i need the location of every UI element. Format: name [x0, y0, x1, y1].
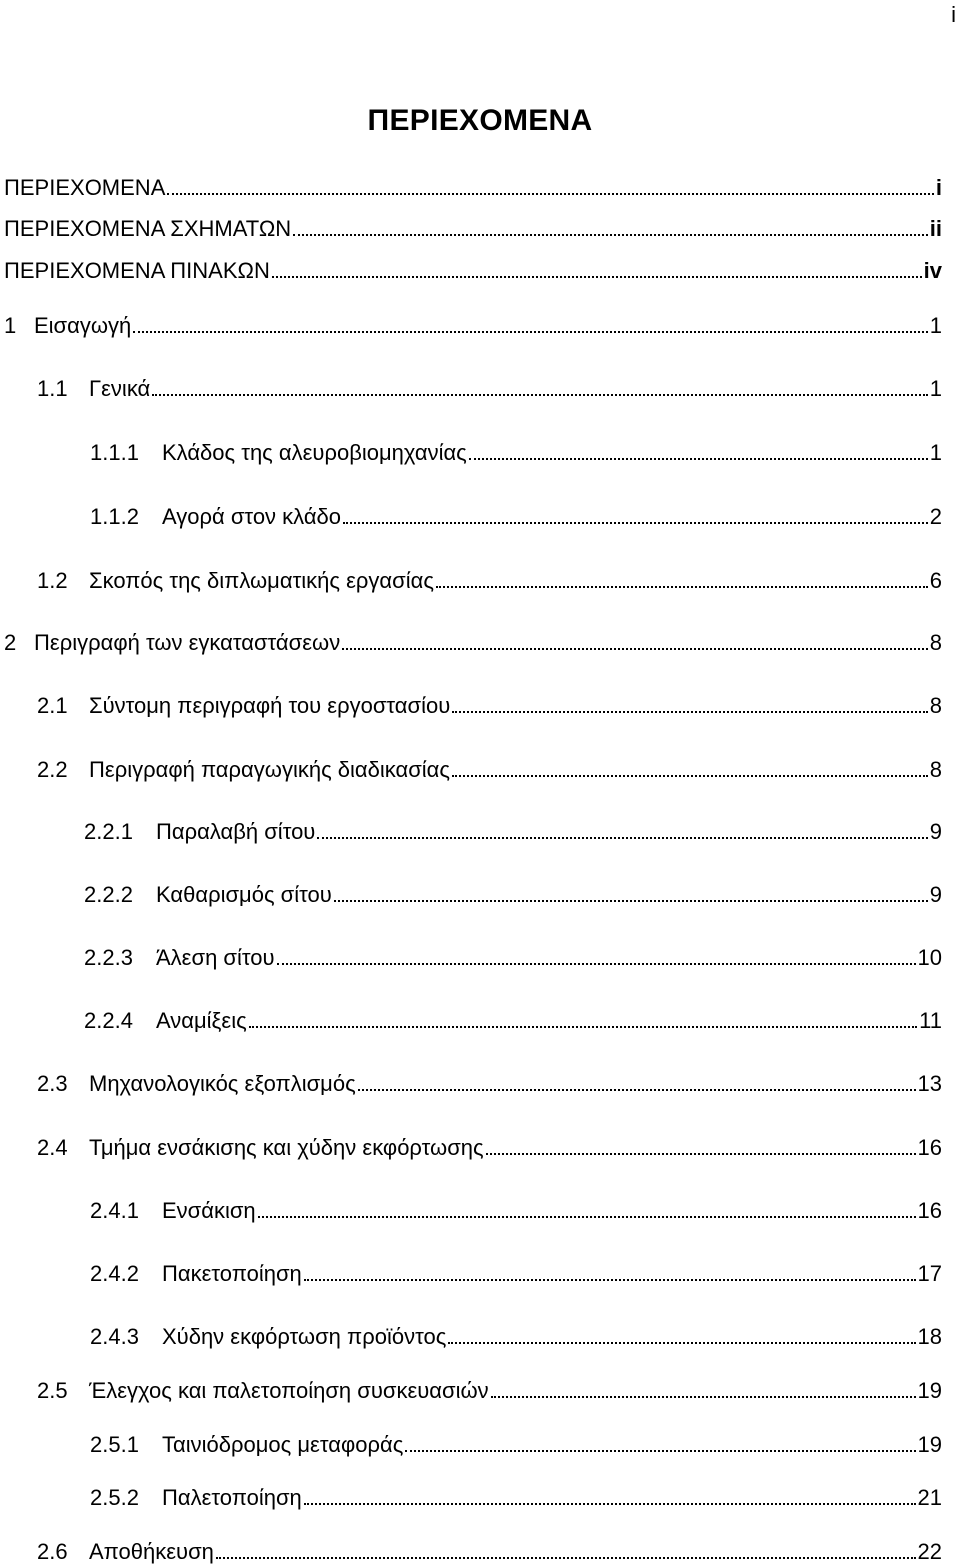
toc-entry-number: 2.4.2 — [90, 1261, 139, 1286]
toc-entry-title: ΠΕΡΙΕΧΟΜΕΝΑ ΣΧΗΜΑΤΩΝ — [4, 216, 292, 241]
toc-entry[interactable] — [84, 816, 942, 846]
toc-entry[interactable] — [37, 690, 942, 720]
toc-leader — [258, 1216, 916, 1218]
toc-entry[interactable] — [4, 310, 942, 340]
toc-entry-page: 19 — [917, 1432, 942, 1457]
toc-entry-page: 17 — [917, 1261, 942, 1286]
toc-entry[interactable] — [90, 1321, 942, 1351]
toc-entry-title: Χύδην εκφόρτωση προϊόντος — [162, 1324, 447, 1349]
toc-entry-number: 2 — [4, 630, 17, 655]
toc-entry[interactable] — [90, 1482, 942, 1512]
toc-entry[interactable] — [37, 1132, 942, 1162]
toc-entry-page: 8 — [929, 630, 942, 655]
toc-leader — [448, 1342, 915, 1344]
toc-leader — [343, 522, 928, 524]
toc-entry-title: Ταινιόδρομος μεταφοράς — [162, 1432, 404, 1457]
toc-entry[interactable] — [90, 501, 942, 531]
toc-entry-title: Περιγραφή παραγωγικής διαδικασίας — [89, 757, 451, 782]
toc-entry-page: 9 — [929, 882, 942, 907]
toc-entry-title: Αναμίξεις — [156, 1008, 247, 1033]
toc-entry-number: 2.4.1 — [90, 1198, 139, 1223]
toc-entry-page: iv — [923, 258, 942, 283]
toc-entry[interactable] — [37, 1536, 942, 1566]
toc-entry-title: Ενσάκιση — [162, 1198, 256, 1223]
toc-entry[interactable] — [84, 942, 942, 972]
toc-leader — [277, 963, 916, 965]
toc-leader — [486, 1153, 916, 1155]
toc-entry-page: 8 — [929, 757, 942, 782]
toc-entry-page: 9 — [929, 819, 942, 844]
toc-entry[interactable] — [84, 1005, 942, 1035]
toc-entry-page: 1 — [929, 376, 942, 401]
toc-entry-page: 10 — [917, 945, 942, 970]
toc-entry-page: 11 — [919, 1008, 942, 1033]
toc-entry-page: 18 — [917, 1324, 942, 1349]
toc-entry-number: 2.6 — [37, 1539, 68, 1564]
toc-leader — [334, 900, 928, 902]
toc-leader — [216, 1557, 916, 1559]
toc-entry[interactable] — [4, 172, 942, 202]
toc-entry-number: 2.2.4 — [84, 1008, 133, 1033]
toc-leader — [317, 837, 927, 839]
toc-entry[interactable] — [37, 1068, 942, 1098]
toc-entry-title: Τμήμα ενσάκισης και χύδην εκφόρτωσης — [89, 1135, 484, 1160]
toc-entry-title: ΠΕΡΙΕΧΟΜΕΝΑ ΠΙΝΑΚΩΝ — [4, 258, 270, 283]
toc-entry-number: 2.1 — [37, 693, 68, 718]
toc-leader — [469, 458, 928, 460]
toc-leader — [491, 1396, 916, 1398]
toc-entry-title: Εισαγωγή — [34, 313, 132, 338]
toc-leader — [358, 1089, 916, 1091]
toc-leader — [304, 1279, 916, 1281]
toc-leader — [272, 276, 922, 278]
toc-leader — [167, 193, 934, 195]
toc-entry-number: 2.4 — [37, 1135, 68, 1160]
toc-entry-number: 1.1 — [37, 376, 68, 401]
toc-leader — [452, 775, 928, 777]
toc-entry[interactable] — [4, 255, 942, 285]
toc-leader — [249, 1026, 917, 1028]
toc-entry[interactable] — [90, 437, 942, 467]
toc-entry[interactable] — [37, 373, 942, 403]
toc-entry-number: 2.3 — [37, 1071, 68, 1096]
toc-entry-title: Σύντομη περιγραφή του εργοστασίου — [89, 693, 451, 718]
toc-leader — [293, 234, 928, 236]
toc-entry-page: i — [935, 175, 942, 200]
toc-entry-title: Μηχανολογικός εξοπλισμός — [89, 1071, 356, 1096]
toc-entry-number: 2.5 — [37, 1378, 68, 1403]
toc-entry-number: 1 — [4, 313, 17, 338]
toc-entry-number: 2.2.2 — [84, 882, 133, 907]
toc-entry[interactable] — [4, 213, 942, 243]
toc-entry-number: 2.2.3 — [84, 945, 133, 970]
toc-entry-page: 22 — [917, 1539, 942, 1564]
toc-entry-title: Αποθήκευση — [89, 1539, 214, 1564]
toc-entry[interactable] — [84, 879, 942, 909]
toc-entry-title: Γενικά — [89, 376, 151, 401]
toc-leader — [133, 331, 927, 333]
toc-leader — [405, 1450, 915, 1452]
toc-entry-title: Άλεση σίτου — [156, 945, 275, 970]
toc-entry[interactable] — [90, 1429, 942, 1459]
toc-entry-title: Περιγραφή των εγκαταστάσεων — [34, 630, 341, 655]
toc-entry-page: 2 — [929, 504, 942, 529]
toc-entry[interactable] — [90, 1258, 942, 1288]
toc-entry-page: 21 — [917, 1485, 942, 1510]
toc-entry-title: ΠΕΡΙΕΧΟΜΕΝΑ — [4, 175, 166, 200]
toc-entry[interactable] — [37, 1375, 942, 1405]
toc-leader — [342, 648, 928, 650]
toc-entry-page: 16 — [917, 1135, 942, 1160]
toc-entry-title: Σκοπός της διπλωματικής εργασίας — [89, 568, 434, 593]
toc-entry-number: 1.1.1 — [90, 440, 139, 465]
toc-leader — [152, 394, 927, 396]
toc-entry-title: Κλάδος της αλευροβιομηχανίας — [162, 440, 467, 465]
toc-entry-number: 2.5.1 — [90, 1432, 139, 1457]
page-number: i — [951, 2, 956, 27]
toc-entry-title: Καθαρισμός σίτου — [156, 882, 332, 907]
toc-entry[interactable] — [37, 754, 942, 784]
toc-title: ΠΕΡΙΕΧΟΜΕΝΑ — [367, 104, 593, 137]
toc-entry-page: 8 — [929, 693, 942, 718]
toc-leader — [436, 586, 928, 588]
toc-entry[interactable] — [4, 627, 942, 657]
toc-entry-title: Πακετοποίηση — [162, 1261, 302, 1286]
toc-entry-page: 1 — [929, 440, 942, 465]
toc-entry-number: 2.2.1 — [84, 819, 133, 844]
toc-entry-number: 1.2 — [37, 568, 68, 593]
toc-entry-page: 16 — [917, 1198, 942, 1223]
toc-entry-title: Αγορά στον κλάδο — [162, 504, 342, 529]
toc-entry-number: 1.1.2 — [90, 504, 139, 529]
toc-entry-page: ii — [929, 216, 942, 241]
toc-entry-number: 2.4.3 — [90, 1324, 139, 1349]
toc-entry[interactable] — [37, 565, 942, 595]
toc-entry-title: Παλετοποίηση — [162, 1485, 302, 1510]
toc-entry[interactable] — [90, 1195, 942, 1225]
toc-entry-number: 2.5.2 — [90, 1485, 139, 1510]
toc-entry-title: Έλεγχος και παλετοποίηση συσκευασιών — [89, 1378, 489, 1403]
toc-entry-number: 2.2 — [37, 757, 68, 782]
toc-leader — [304, 1503, 916, 1505]
toc-leader — [452, 711, 928, 713]
toc-entry-page: 1 — [929, 313, 942, 338]
toc-entry-page: 6 — [929, 568, 942, 593]
toc-entry-title: Παραλαβή σίτου — [156, 819, 316, 844]
toc-entry-page: 13 — [917, 1071, 942, 1096]
toc-entry-page: 19 — [917, 1378, 942, 1403]
